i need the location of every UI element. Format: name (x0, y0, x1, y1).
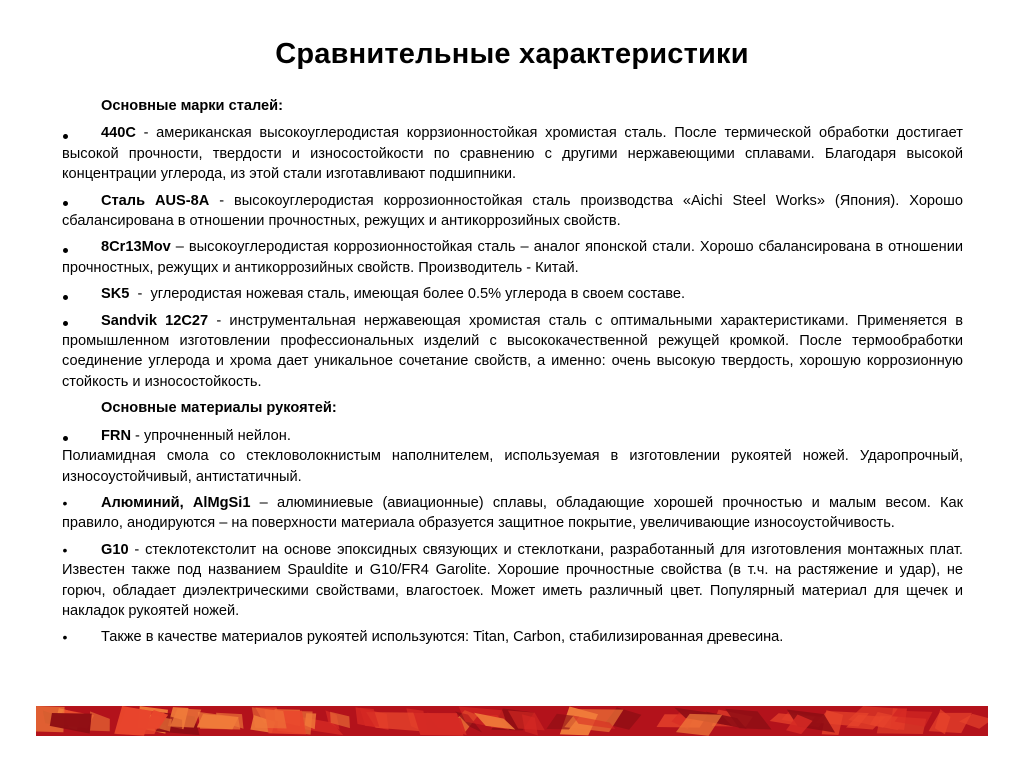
frn-description: Полиамидная смола со стекловолокнистым наполнителем, используемая в изготовлении рукоятей ножей. Ударопрочный, износоустойчивый, антистатичный. (62, 448, 963, 485)
bullet-icon (58, 311, 72, 331)
list-item (62, 123, 963, 184)
bullet-icon (58, 191, 72, 211)
list-item (62, 426, 963, 446)
bullet-icon (58, 237, 72, 257)
decorative-banner (36, 706, 988, 736)
item-name: 8Cr13Mov (101, 239, 171, 256)
bullet-icon: • (62, 629, 68, 646)
list-item (62, 627, 963, 647)
banner-stroke (414, 713, 464, 736)
item-name: 440C (101, 125, 136, 142)
content (62, 96, 963, 654)
item-name: SK5 (101, 286, 130, 303)
bullet-icon: • (62, 494, 68, 511)
list-item (62, 284, 963, 304)
item-text: - стеклотекстолит на основе эпоксидных связующих и стеклоткани, разработанный для изготовления монтажных плат. Известен также под названием Spauldite и G10/FR4 Garolite. Хорошие прочностные свойства (в т.ч. на растяжение и удар), не горюч, обладает диэлектрическими свойствами, влагостоек. Может иметь различный цвет. Популярный материал для щечек и накладок рукоятей ножей. (62, 541, 963, 619)
handle-section-heading: Основные материалы рукоятей: (101, 400, 337, 417)
page-title: Сравнительные характеристики (275, 38, 749, 70)
item-text: - инструментальная нержавеющая хромистая сталь с оптимальными характеристиками. Применяется в промышленном изготовлении профессиональных изделий с высококачественной режущей кромкой. После термообработки соединение углерода и хрома дает уникальное сочетание свойств, а именно: очень высокую твердость, хорошую коррозионную стойкость и износостойкость. (62, 312, 963, 390)
item-text: - высокоуглеродистая коррозионностойкая сталь производства «Aichi Steel Works» (Япония). Хорошо сбалансирована в отношении прочностных, режущих и антикоррозийных свойств. (62, 192, 963, 230)
list-item (62, 237, 963, 278)
item-text: – алюминиевые (авиационные) сплавы, обладающие хорошей прочностью и малым весом. Как правило, анодируются – на поверхности материала образуется защитное покрытие, увеличивающие износоустойчивость. (62, 494, 963, 532)
item-text: – высокоуглеродистая коррозионностойкая сталь – аналог японской стали. Хорошо сбалансирована в отношении прочностных, режущих и антикоррозийных свойств. Производитель - Китай. (62, 239, 963, 276)
item-text: - американская высокоуглеродистая коррзионностойкая хромистая сталь. После термической обработки достигает высокой прочности, твердости и износостойкости по сравнению с другими нержавеющими сплавами. Благодаря высокой концентрации углерода, из этой стали изготавливают подшипники. (62, 125, 963, 183)
item-text: - углеродистая ножевая сталь, имеющая более 0.5% углерода в своем составе. (129, 286, 685, 303)
list-item (62, 493, 963, 534)
list-item (62, 311, 963, 393)
item-name: Sandvik 12C27 (101, 312, 209, 329)
item-text: Также в качестве материалов рукоятей используются: Titan, Carbon, стабилизированная древесина. (101, 629, 784, 646)
bullet-icon: • (62, 541, 68, 558)
steel-section-heading: Основные марки сталей: (101, 98, 283, 114)
bullet-icon (58, 123, 72, 143)
item-name: FRN (101, 427, 131, 444)
item-name: Сталь AUS-8A (101, 192, 210, 209)
bullet-icon (58, 426, 72, 446)
list-item (62, 540, 963, 622)
item-text: - упрочненный нейлон. (131, 427, 291, 444)
list-item (62, 191, 963, 232)
item-name: G10 (101, 541, 129, 558)
item-name: Алюминий, AlMgSi1 (101, 494, 251, 511)
bullet-icon (58, 284, 72, 304)
